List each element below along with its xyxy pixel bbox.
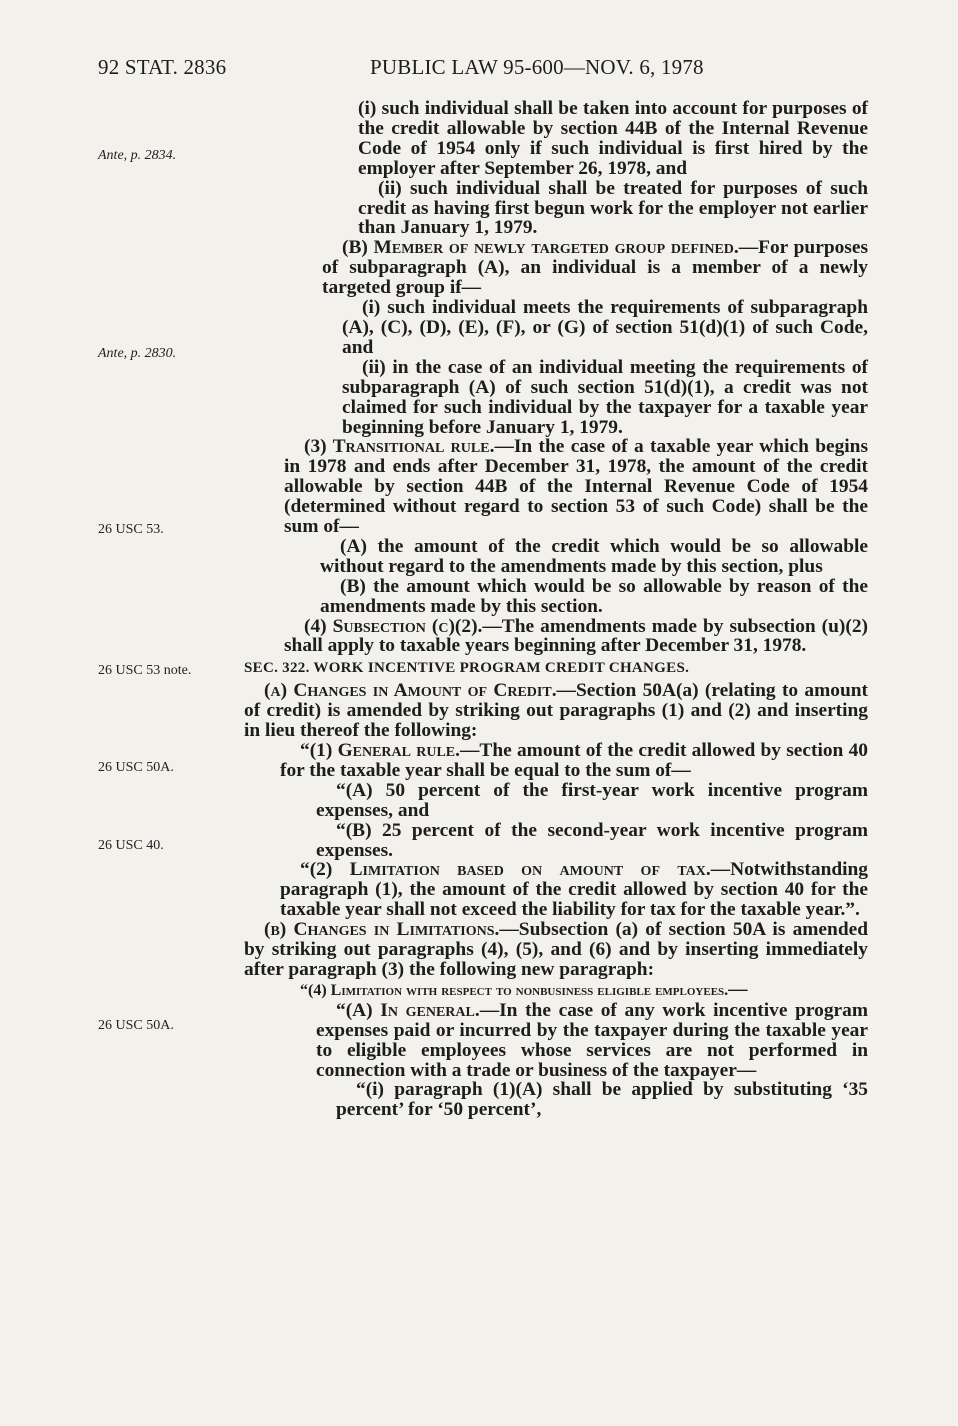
margin-note: 26 USC 50A. xyxy=(98,760,174,775)
subsection xyxy=(244,681,868,741)
stat-page-number: 92 STAT. 2836 xyxy=(98,55,227,79)
subparagraph xyxy=(244,577,868,617)
subparagraph-text: (B) the amount which would be so allowable by reason of the amendments made by this section. xyxy=(320,575,868,617)
subparagraph-heading: “(A) In general. xyxy=(336,999,480,1021)
paragraph-heading: (4) Subsection (c)(2). xyxy=(304,615,483,637)
paragraph-text: —The amendments made by subsection (u)(2) shall apply to taxable years beginning after December 31, 1978. xyxy=(284,615,868,657)
clause xyxy=(244,179,868,239)
paragraph xyxy=(244,741,868,781)
paragraph-heading: “(2) Limitation based on amount of tax. xyxy=(300,859,711,881)
paragraph-text: —Notwithstanding paragraph (1), the amount of the credit allowed by section 40 for the taxable year shall not exceed the liability for tax for the taxable year.”. xyxy=(280,859,868,921)
paragraph xyxy=(244,980,868,1001)
paragraph xyxy=(244,860,868,920)
paragraph-text: — xyxy=(728,978,748,1000)
clause-text: (i) such individual meets the requirements of subparagraph (A), (C), (D), (E), (F), or (G) of section 51(d)(1) of such Code, and xyxy=(342,297,868,358)
subparagraph-text: “(A) 50 percent of the first-year work incentive program expenses, and xyxy=(316,779,868,821)
subsection-text: —Subsection (a) of section 50A is amended by striking out paragraphs (4), (5), and (6) and by inserting immediately after paragraph (3) the following new paragraph: xyxy=(244,919,868,980)
subparagraph-text: “(B) 25 percent of the second-year work incentive program expenses. xyxy=(316,819,868,861)
paragraph-heading: “(1) General rule. xyxy=(300,740,460,761)
clause-text: “(i) paragraph (1)(A) shall be applied by substituting ‘35 percent’ for ‘50 percent’, xyxy=(336,1079,868,1121)
clause xyxy=(244,99,868,179)
clause xyxy=(244,298,868,358)
paragraph-text: —In the case of a taxable year which begins in 1978 and ends after December 31, 1978, the amount of the credit allowable by section 44B of the Internal Revenue Code of 1954 (determined without regard to section 53 of such Code) shall be the sum of— xyxy=(284,436,868,538)
subparagraph xyxy=(244,821,868,861)
running-header: PUBLIC LAW 95-600—NOV. 6, 1978 xyxy=(370,55,704,79)
subparagraph-text: —In the case of any work incentive program expenses paid or incurred by the taxpayer during the taxable year to eligible employees whose services are not performed in connection with a trade or business of the taxpayer— xyxy=(316,999,868,1081)
margin-note: 26 USC 53 note. xyxy=(98,663,192,678)
margin-note: Ante, p. 2834. xyxy=(98,148,177,163)
subparagraph-text: —For purposes of subparagraph (A), an individual is a member of a newly targeted group if— xyxy=(322,237,868,299)
paragraph xyxy=(244,437,868,537)
subsection-text: —Section 50A(a) (relating to amount of credit) is amended by striking out paragraphs (1) and (2) and inserting in lieu thereof the following: xyxy=(244,680,868,742)
subparagraph xyxy=(244,781,868,821)
subparagraph-heading: (B) Member of newly targeted group defined. xyxy=(342,237,739,259)
clause-text: (ii) in the case of an individual meeting the requirements of subparagraph (A) of such section 51(d)(1), a credit was not claimed for such individual by the taxpayer for a taxable year beginning before January 1, 1979. xyxy=(342,356,868,438)
margin-note: 26 USC 40. xyxy=(98,838,164,853)
clause xyxy=(244,358,868,438)
subsection-heading: (a) Changes in Amount of Credit. xyxy=(264,680,557,702)
paragraph-text: —The amount of the credit allowed by section 40 for the taxable year shall be equal to the sum of— xyxy=(280,740,868,781)
paragraph-heading: (3) Transitional rule. xyxy=(304,436,495,458)
statute-text xyxy=(244,99,868,1120)
subparagraph-text: (A) the amount of the credit which would be so allowable without regard to the amendments made by this section, plus xyxy=(320,535,868,577)
subparagraph xyxy=(244,238,868,298)
margin-note: 26 USC 53. xyxy=(98,522,164,537)
clause xyxy=(244,1080,868,1120)
clause-text: (ii) such individual shall be treated for purposes of such credit as having first begun work for the employer not earlier than January 1, 1979. xyxy=(358,177,868,239)
paragraph-heading: “(4) Limitation with respect to nonbusiness eligible employees. xyxy=(300,981,729,999)
margin-note: 26 USC 50A. xyxy=(98,1018,174,1033)
subsection xyxy=(244,920,868,980)
clause-text: (i) such individual shall be taken into account for purposes of the credit allowable by section 44B of the Internal Revenue Code of 1954 only if such individual is first hired by the employer after September 26, 1978, and xyxy=(358,98,868,179)
margin-note: Ante, p. 2830. xyxy=(98,346,177,361)
section-title: SEC. 322. WORK INCENTIVE PROGRAM CREDIT CHANGES. xyxy=(244,660,690,677)
paragraph xyxy=(244,617,868,657)
subparagraph xyxy=(244,1001,868,1081)
subparagraph xyxy=(244,537,868,577)
subsection-heading: (b) Changes in Limitations. xyxy=(264,919,500,941)
